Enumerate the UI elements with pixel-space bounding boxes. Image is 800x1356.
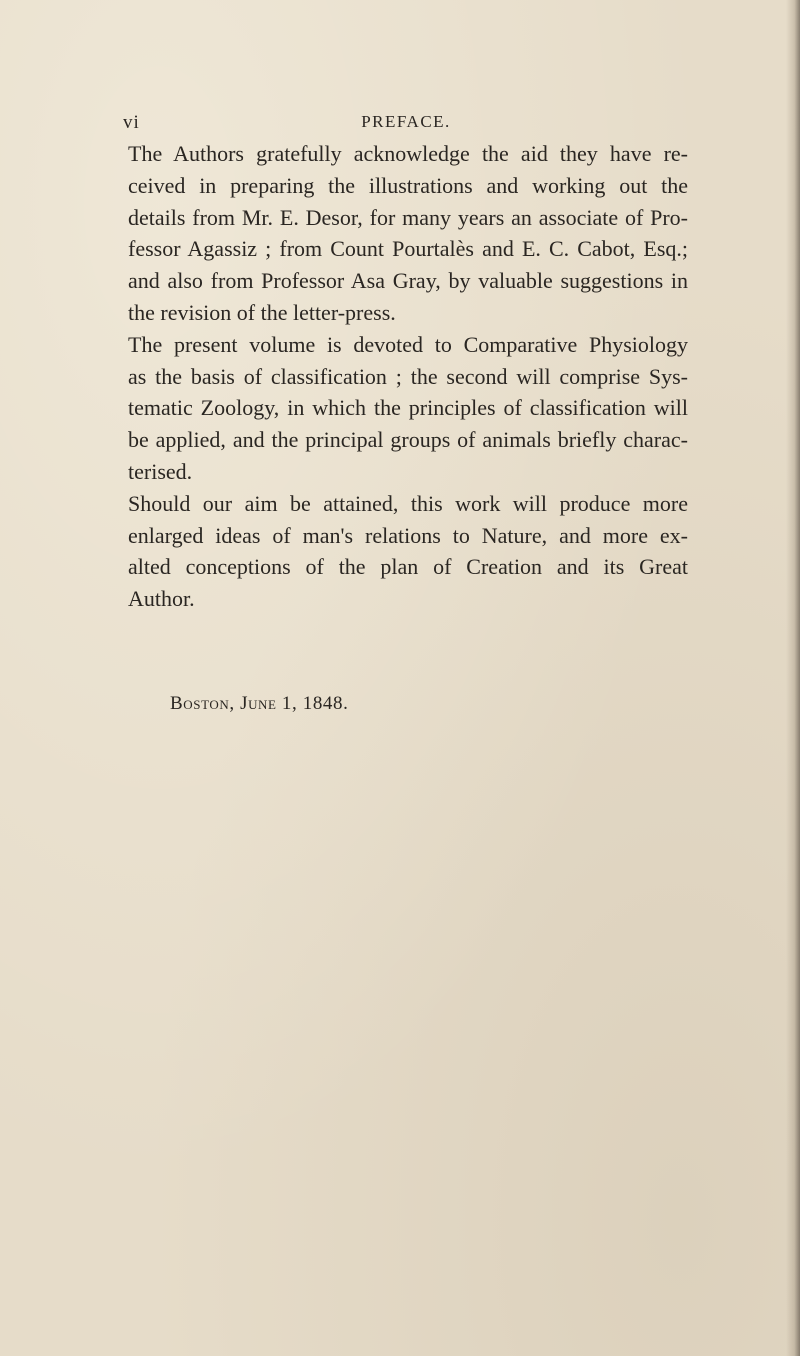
text-line: fessor Agassiz ; from Count Pourtalès and E. C. Cabot, Esq.; [128,236,688,262]
text-line: tematic Zoology, in which the principles of classification will [128,395,688,421]
running-head [123,112,689,136]
text-line: be applied, and the principal groups of animals briefly charac- [128,427,688,453]
text-line: Author. [128,586,195,612]
text-line: details from Mr. E. Desor, for many years an associate of Pro- [128,204,688,230]
text-line: alted conceptions of the plan of Creation and its Great [128,554,688,580]
text-line: the revision of the letter-press. [128,299,396,325]
text-line: The Authors gratefully acknowledge the aid they have re- [128,141,688,166]
text-line: terised. [128,458,193,484]
text-line: as the basis of classification ; the second will comprise Sys- [128,363,688,389]
text-line: The present volume is devoted to Comparative Physiology [128,331,688,357]
running-head-title: PREFACE. [361,112,451,131]
text-line: Should our aim be attained, this work will produce more [128,490,688,516]
page-number: vi [123,112,140,133]
text-line: ceived in preparing the illustrations and working out the [128,172,688,198]
text-line: and also from Professor Asa Gray, by valuable suggestions in [128,268,688,294]
preface-body [128,138,688,615]
page-edge-shadow [786,0,800,1356]
place-date-signature: Boston, June 1, 1848. [170,693,349,714]
text-line: enlarged ideas of man's relations to Nature, and more ex- [128,522,688,548]
